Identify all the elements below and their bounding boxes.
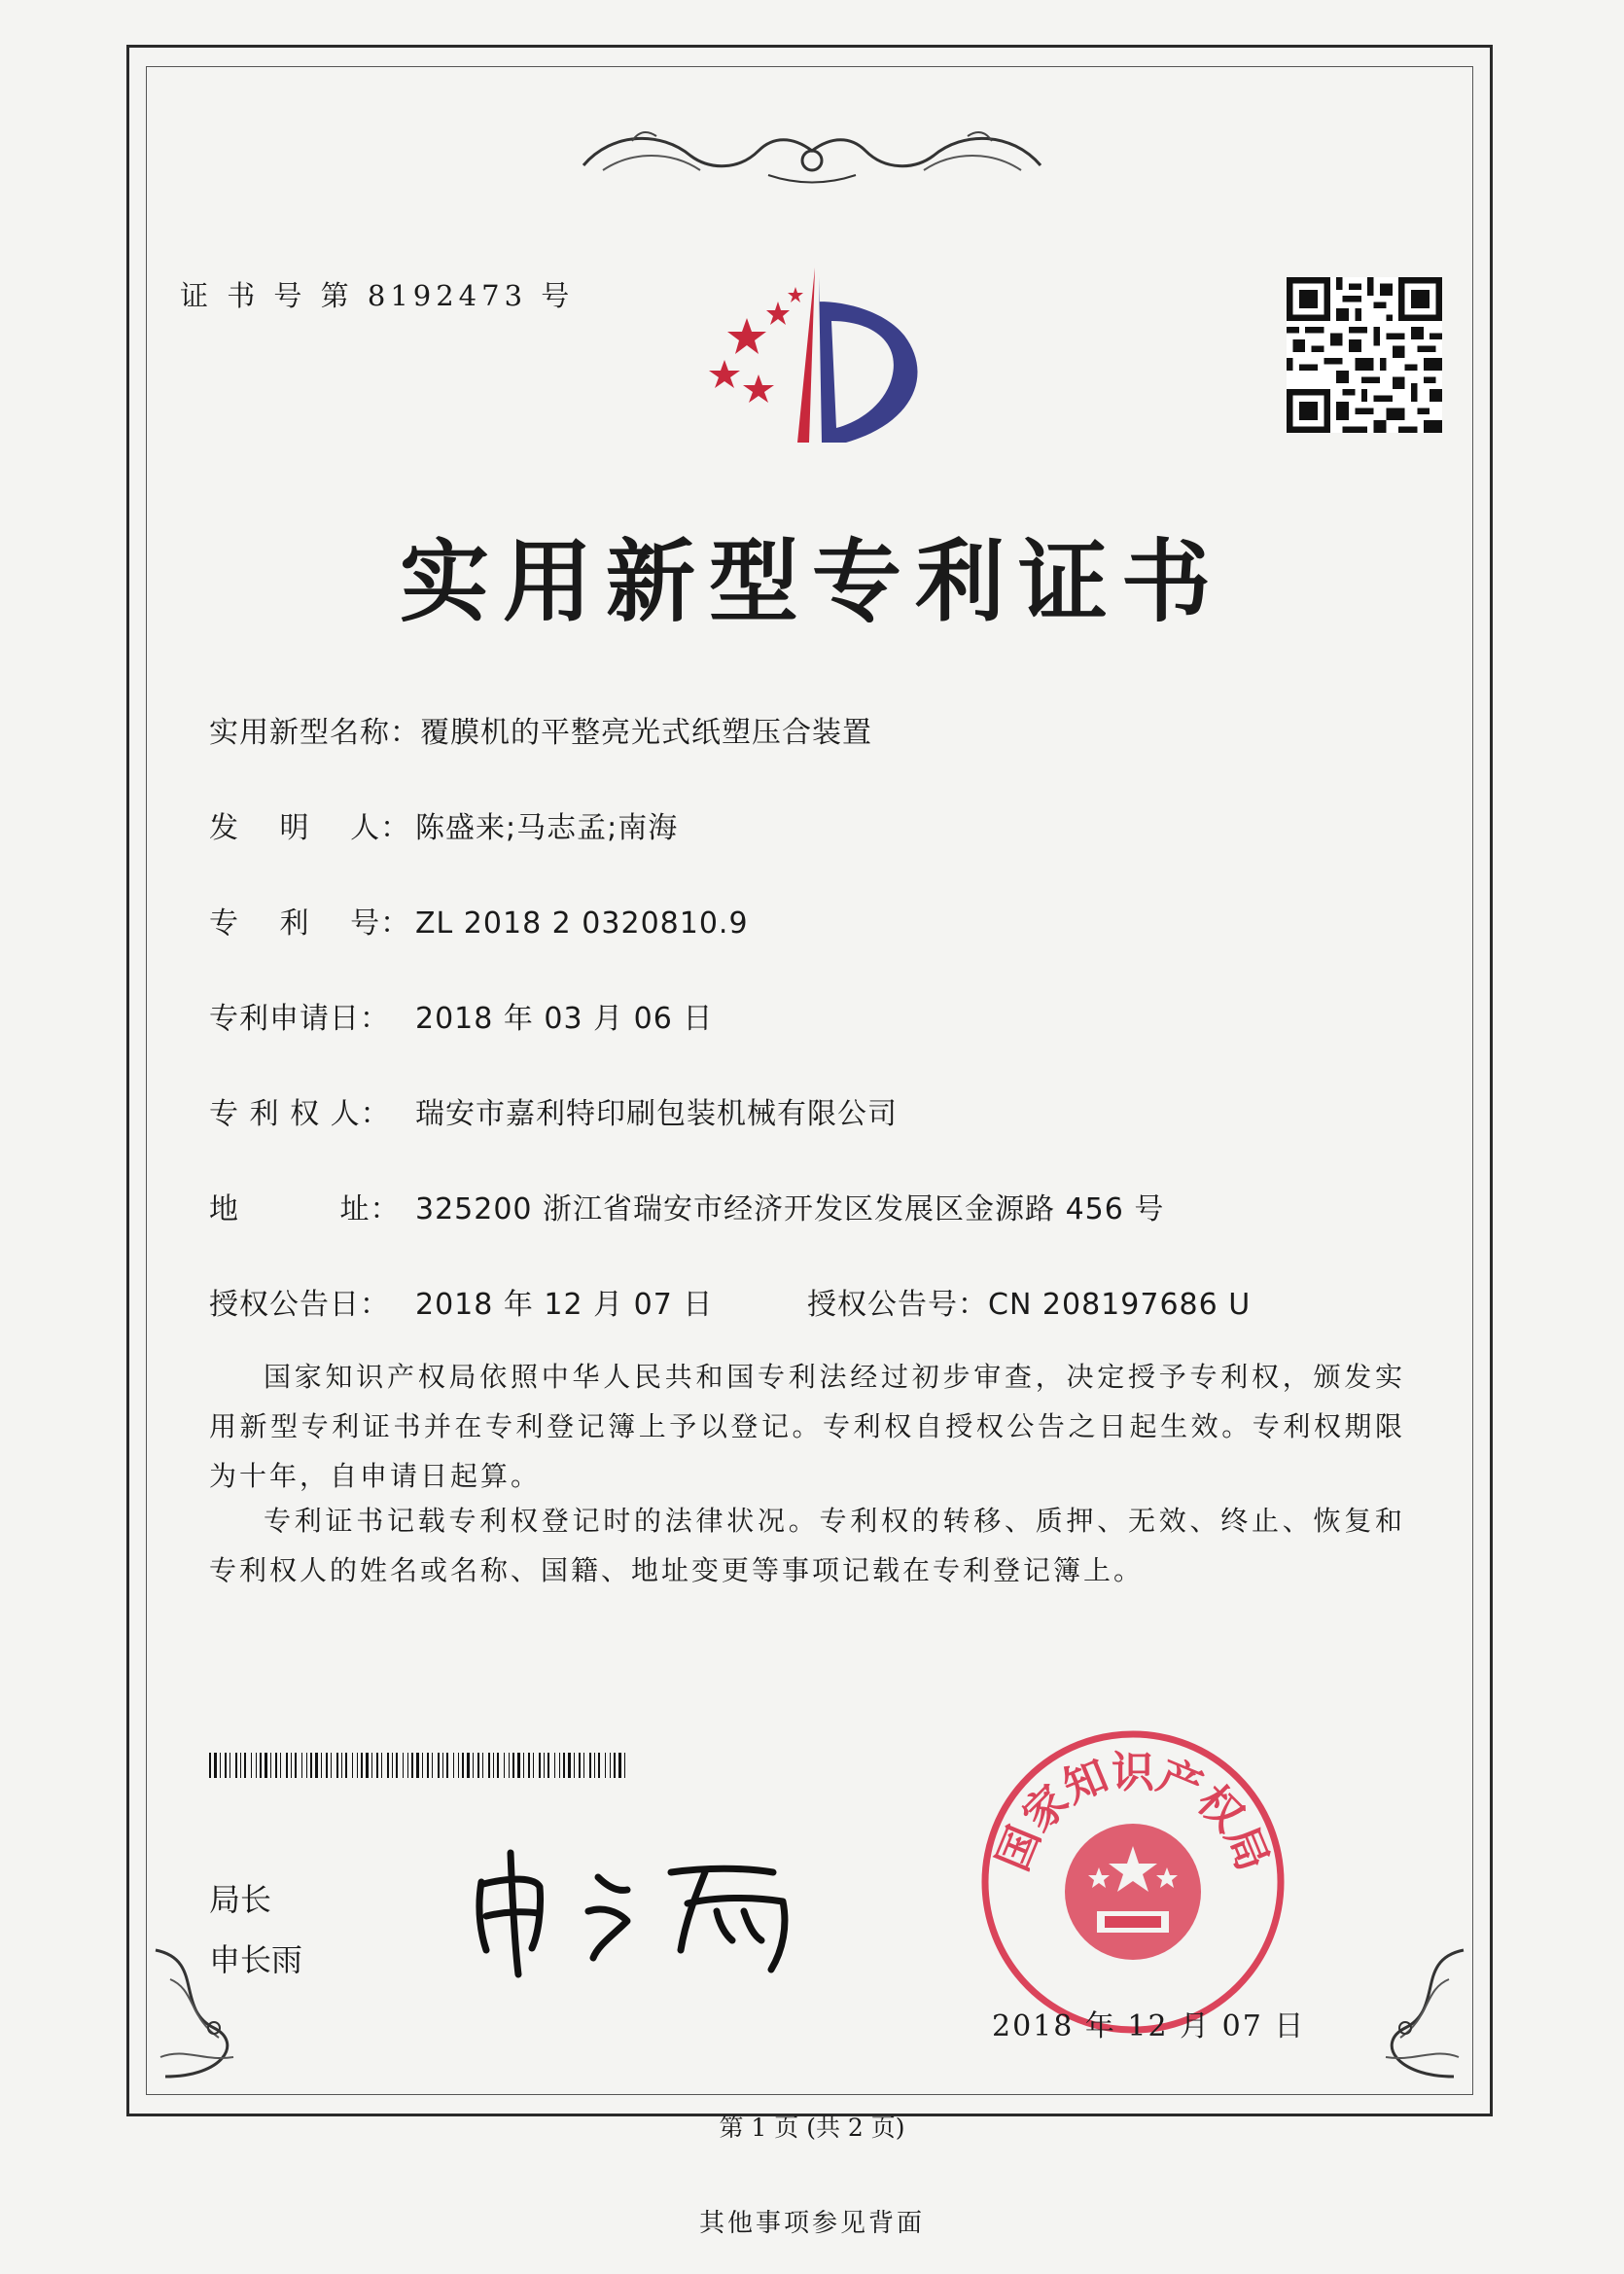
field-inventor-value: 陈盛来;马志孟;南海 bbox=[415, 811, 679, 845]
director-signature bbox=[462, 1843, 812, 1979]
field-grant-date-value: 2018 年 12 月 07 日 bbox=[415, 1288, 714, 1322]
field-grant-no-label: 授权公告号： bbox=[807, 1288, 988, 1322]
certificate-title: 实用新型专利证书 bbox=[399, 530, 1224, 634]
field-grant-no-value: CN 208197686 U bbox=[988, 1288, 1252, 1322]
page-number: 第 1 页 (共 2 页) bbox=[719, 2114, 905, 2142]
certificate-number: 证 书 号 第 8192473 号 bbox=[180, 279, 575, 312]
field-name-value: 覆膜机的平整亮光式纸塑压合装置 bbox=[420, 716, 872, 750]
official-seal bbox=[972, 1722, 1293, 2043]
field-filing-date bbox=[209, 994, 713, 1037]
director-name: 申长雨 bbox=[209, 1941, 303, 1978]
field-filing-date-label: 专利申请日： bbox=[209, 1002, 390, 1036]
field-address-label: 地 址： bbox=[209, 1192, 401, 1226]
field-patentee bbox=[209, 1089, 898, 1132]
director-title: 局长 bbox=[209, 1881, 272, 1918]
field-grant-date-label: 授权公告日： bbox=[209, 1288, 390, 1322]
field-address-value: 325200 浙江省瑞安市经济开发区发展区金源路 456 号 bbox=[415, 1192, 1165, 1226]
field-inventor-label: 发 明 人： bbox=[209, 811, 411, 845]
field-name-label: 实用新型名称： bbox=[209, 716, 420, 750]
field-filing-date-value: 2018 年 03 月 06 日 bbox=[415, 1002, 714, 1036]
statement-paragraph-2: 专利证书记载专利权登记时的法律状况。专利权的转移、质押、无效、终止、恢复和专利权人的姓名或名称、国籍、地址变更等事项记载在专利登记簿上。 bbox=[209, 1505, 1405, 1586]
top-ornament bbox=[574, 122, 1050, 190]
field-grant-no bbox=[807, 1280, 1251, 1323]
field-patent-no bbox=[209, 899, 749, 942]
patent-office-emblem bbox=[690, 267, 943, 452]
statement-paragraph-1: 国家知识产权局依照中华人民共和国专利法经过初步审查，决定授予专利权，颁发实用新型专利证书并在专利登记簿上予以登记。专利权自授权公告之日起生效。专利权期限为十年，自申请日起算。 bbox=[209, 1361, 1405, 1492]
field-patent-no-label: 专 利 号： bbox=[209, 906, 411, 941]
footer-note: 其他事项参见背面 bbox=[698, 2209, 925, 2238]
seal-text: 国家知识产权局 bbox=[988, 1747, 1278, 1878]
bottom-right-ornament bbox=[1357, 1940, 1473, 2086]
seal-date: 2018 年 12 月 07 日 bbox=[992, 2009, 1306, 2043]
field-address bbox=[209, 1185, 1164, 1227]
field-patentee-value: 瑞安市嘉利特印刷包装机械有限公司 bbox=[415, 1097, 898, 1131]
field-patentee-label: 专 利 权 人： bbox=[209, 1097, 391, 1131]
qr-code bbox=[1287, 277, 1442, 433]
field-patent-no-value: ZL 2018 2 0320810.9 bbox=[415, 906, 749, 941]
barcode bbox=[209, 1753, 627, 1778]
field-inventor bbox=[209, 803, 678, 846]
field-name bbox=[209, 708, 872, 751]
field-grant-date bbox=[209, 1280, 713, 1323]
